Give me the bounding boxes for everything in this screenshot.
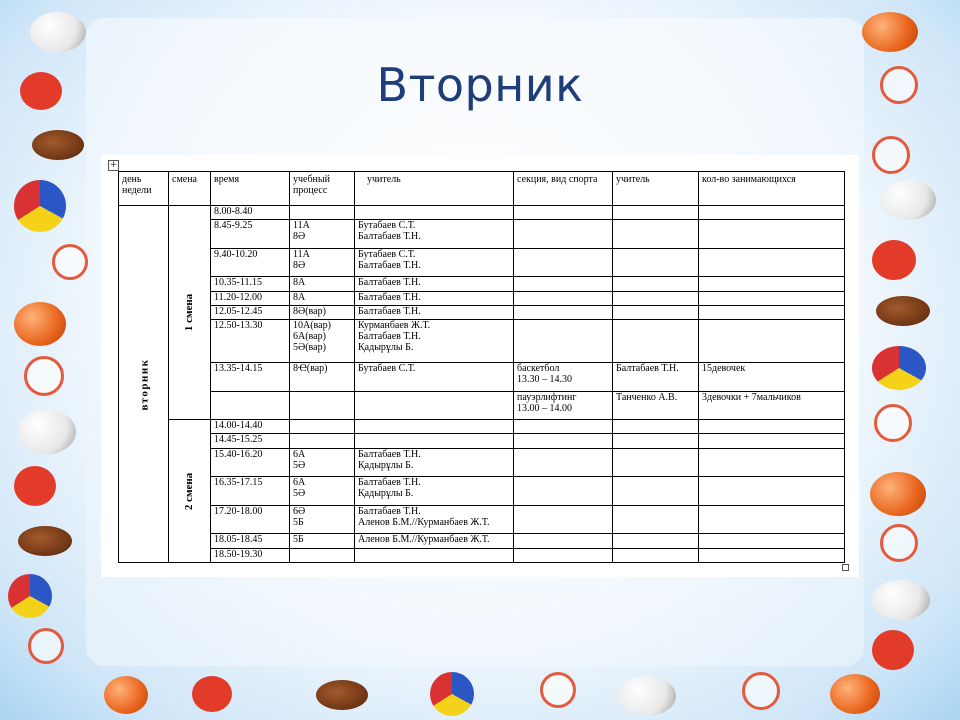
cell-process: 6А 5Ә [290,448,355,477]
ping-pong-paddle-icon [14,466,56,506]
shift2-cell-label: 2 смена [182,472,195,510]
cell-process [290,391,355,420]
cell-section-teacher: Танченко А.В. [613,391,699,420]
cell-time [211,391,290,420]
tennis-racket-icon [52,244,88,280]
table-row [119,505,845,534]
basketball-icon [870,472,926,516]
cell-count [699,206,845,220]
soccer-ball-icon [30,12,86,52]
ping-pong-paddle-icon [872,630,914,670]
tennis-racket-icon [28,628,64,664]
cell-count [699,248,845,277]
cell-count [699,277,845,291]
cell-time: 8.45-9.25 [211,220,290,249]
cell-process: 8А [290,291,355,305]
header-time: время [211,172,290,206]
table-row [119,305,845,319]
table-row [119,477,845,506]
shift2-cell [169,420,211,563]
soccer-ball-icon [880,180,936,220]
cell-time: 14.00-14.40 [211,420,290,434]
cell-section: баскетбол 13.30 – 14.30 [514,362,613,391]
american-football-icon [32,130,84,160]
cell-section [514,320,613,363]
cell-teacher: Аленов Б.М.//Курманбаев Ж.Т. [355,534,514,548]
cell-count [699,434,845,448]
volleyball-icon [430,672,474,716]
tennis-racket-icon [540,672,576,708]
cell-section-teacher [613,448,699,477]
table-row [119,362,845,391]
cell-teacher [355,434,514,448]
cell-teacher [355,206,514,220]
cell-teacher: Балтабаев Т.Н. Қадырұлы Б. [355,477,514,506]
cell-section [514,420,613,434]
ping-pong-paddle-icon [192,676,232,712]
cell-teacher: Балтабаев Т.Н. Қадырұлы Б. [355,448,514,477]
cell-count [699,320,845,363]
cell-count [699,477,845,506]
cell-section [514,548,613,562]
cell-teacher: Бутабаев С.Т. [355,362,514,391]
cell-section-teacher [613,291,699,305]
table-row [119,391,845,420]
cell-section-teacher [613,320,699,363]
basketball-icon [104,676,148,714]
basketball-icon [862,12,918,52]
cell-count [699,505,845,534]
table-row [119,448,845,477]
soccer-ball-icon [618,676,676,716]
cell-section [514,505,613,534]
header-process: учебный процесс [290,172,355,206]
cell-teacher: Балтабаев Т.Н. Аленов Б.М.//Курманбаев Ж.Т. [355,505,514,534]
cell-teacher: Балтабаев Т.Н. [355,291,514,305]
header-shift: смена [169,172,211,206]
cell-time: 18.50-19.30 [211,548,290,562]
table-row [119,291,845,305]
cell-process: 8Ҽ(вар) [290,362,355,391]
soccer-ball-icon [872,580,930,620]
cell-count [699,420,845,434]
cell-section-teacher [613,206,699,220]
cell-section [514,434,613,448]
table-row [119,548,845,562]
cell-section [514,248,613,277]
move-handle-icon[interactable]: + [109,160,118,170]
volleyball-icon [14,180,66,232]
header-section-teacher: учитель [613,172,699,206]
cell-section-teacher [613,477,699,506]
cell-process [290,434,355,448]
cell-section-teacher [613,305,699,319]
basketball-icon [14,302,66,346]
cell-section-teacher: Балтабаев Т.Н. [613,362,699,391]
american-football-icon [18,526,72,556]
cell-teacher: Бутабаев С.Т. Балтабаев Т.Н. [355,220,514,249]
cell-time: 17.20-18.00 [211,505,290,534]
cell-time: 12.50-13.30 [211,320,290,363]
tennis-racket-icon [742,672,780,710]
table-row [119,320,845,363]
cell-process: 5Б [290,534,355,548]
cell-count [699,534,845,548]
cell-section: пауэрлифтинг 13.00 – 14.00 [514,391,613,420]
cell-teacher [355,548,514,562]
cell-teacher [355,391,514,420]
cell-section [514,448,613,477]
cell-process: 10А(вар) 6А(вар) 5Ә(вар) [290,320,355,363]
cell-count [699,220,845,249]
cell-section [514,305,613,319]
header-section: секция, вид спорта [514,172,613,206]
cell-time: 14.45-15.25 [211,434,290,448]
cell-count [699,448,845,477]
american-football-icon [876,296,930,326]
cell-section-teacher [613,505,699,534]
table-row [119,434,845,448]
cell-count [699,291,845,305]
cell-section-teacher [613,277,699,291]
header-day: день недели [119,172,169,206]
cell-teacher: Балтабаев Т.Н. [355,277,514,291]
table-row [119,220,845,249]
tennis-racket-icon [24,356,64,396]
table-row [119,248,845,277]
cell-section-teacher [613,248,699,277]
cell-time: 16.35-17.15 [211,477,290,506]
cell-section [514,277,613,291]
ping-pong-paddle-icon [872,240,916,280]
cell-process: 11А 8Ә [290,220,355,249]
cell-section [514,291,613,305]
cell-process: 11А 8Ә [290,248,355,277]
header-count: кол-во занимающихся [699,172,845,206]
cell-count [699,548,845,562]
day-cell [119,206,169,563]
slide-title: Вторник [376,58,584,112]
table-resize-handle[interactable] [842,564,849,571]
day-cell-label: вторник [138,357,151,411]
cell-section [514,477,613,506]
basketball-icon [830,674,880,714]
volleyball-icon [8,574,52,618]
cell-time: 12.05-12.45 [211,305,290,319]
cell-count: 3девочки + 7мальчиков [699,391,845,420]
cell-time: 18.05-18.45 [211,534,290,548]
cell-process: 6Ә 5Б [290,505,355,534]
cell-time: 9.40-10.20 [211,248,290,277]
cell-process [290,548,355,562]
shift1-cell-label: 1 смена [182,293,195,332]
cell-teacher: Бутабаев С.Т. Балтабаев Т.Н. [355,248,514,277]
soccer-ball-icon [18,410,76,454]
cell-process: 8А [290,277,355,291]
cell-time: 13.35-14.15 [211,362,290,391]
volleyball-icon [872,346,926,390]
shift1-cell [169,206,211,420]
cell-section-teacher [613,220,699,249]
tennis-racket-icon [874,404,912,442]
tennis-racket-icon [872,136,910,174]
table-row [119,420,845,434]
cell-process: 8Ә(вар) [290,305,355,319]
schedule-table [118,171,845,563]
cell-time: 8.00-8.40 [211,206,290,220]
cell-time: 15.40-16.20 [211,448,290,477]
table-row [119,277,845,291]
cell-time: 11.20-12.00 [211,291,290,305]
cell-section [514,206,613,220]
table-row [119,206,845,220]
cell-section-teacher [613,420,699,434]
cell-time: 10.35-11.15 [211,277,290,291]
cell-process: 6А 5Ә [290,477,355,506]
cell-section-teacher [613,534,699,548]
tennis-racket-icon [880,524,918,562]
cell-teacher: Балтабаев Т.Н. [355,305,514,319]
cell-section-teacher [613,548,699,562]
cell-section [514,534,613,548]
cell-teacher [355,420,514,434]
cell-process [290,420,355,434]
cell-teacher: Курманбаев Ж.Т. Балтабаев Т.Н. Қадырұлы Б. [355,320,514,363]
header-teacher: учитель [355,172,514,206]
table-row [119,534,845,548]
cell-section-teacher [613,434,699,448]
american-football-icon [316,680,368,710]
cell-count: 15девочек [699,362,845,391]
cell-count [699,305,845,319]
cell-section [514,220,613,249]
table-header-row [119,172,845,206]
cell-process [290,206,355,220]
